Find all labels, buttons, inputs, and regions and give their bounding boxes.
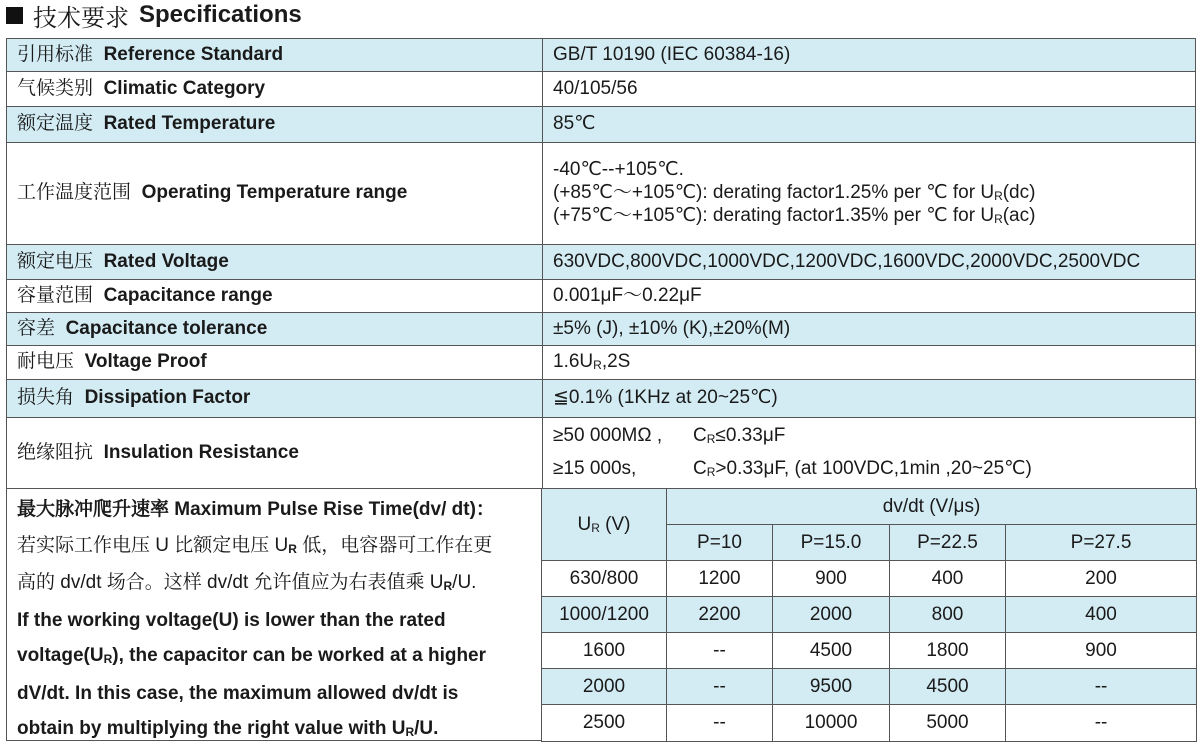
spec-label: 绝缘阻抗 Insulation Resistance bbox=[7, 418, 543, 489]
dvdt-cell: -- bbox=[1006, 705, 1197, 742]
dvdt-cell: -- bbox=[667, 705, 773, 742]
dvdt-cell: 400 bbox=[890, 561, 1006, 597]
dvdt-cell: 5000 bbox=[890, 705, 1006, 742]
spec-value: ≦0.1% (1KHz at 20~25℃) bbox=[543, 380, 1196, 418]
section-heading bbox=[6, 0, 302, 30]
dvdt-header: dv/dt (V/μs) bbox=[667, 489, 1197, 525]
ur-cell: 2000 bbox=[542, 669, 667, 705]
dvdt-cell: 4500 bbox=[890, 669, 1006, 705]
spec-row-capacitance-tolerance bbox=[7, 313, 1196, 346]
dvdt-cell: 900 bbox=[1006, 633, 1197, 669]
spec-row-rated-voltage bbox=[7, 245, 1196, 280]
spec-row-capacitance-range bbox=[7, 280, 1196, 313]
dvdt-cell: 4500 bbox=[773, 633, 890, 669]
p-header: P=15.0 bbox=[773, 525, 890, 561]
spec-value: 85℃ bbox=[543, 107, 1196, 143]
dvdt-cell: 900 bbox=[773, 561, 890, 597]
spec-table bbox=[6, 38, 1196, 489]
p-header: P=10 bbox=[667, 525, 773, 561]
spec-label: 损失角 Dissipation Factor bbox=[7, 380, 543, 418]
spec-row-insulation-resistance bbox=[7, 418, 1196, 489]
pulse-rise-time-description: 最大脉冲爬升速率 Maximum Pulse Rise Time(dv/ dt)： 若实际工作电压 U 比额定电压 $U_R$ 低，电容器可工作在更 高的 dv/dt 场合。这样 dv/dt 允许值应为右表值乘 $U_R/U$. If the working voltage(U) is lower than the rated $voltage(U_R)$, the capacitor can be worked at a higher dV/dt. In this case, the maximum allowed dv/dt is obtain by multiplying the right value with $U_R/U$. bbox=[6, 488, 542, 741]
spec-value: -40℃--+105℃. (+85℃～+105℃): derating factor1.25% per ℃ for $U_R(dc)$ (+75℃～+105℃): derating factor1.35% per ℃ for $U_R(ac)$ bbox=[543, 143, 1196, 245]
spec-label: 引用标准 Reference Standard bbox=[7, 39, 543, 72]
spec-row-climatic-category bbox=[7, 72, 1196, 107]
spec-row-reference-standard bbox=[7, 39, 1196, 72]
table-row bbox=[542, 561, 1197, 597]
spec-row-operating-temperature bbox=[7, 143, 1196, 245]
spec-row-voltage-proof bbox=[7, 346, 1196, 380]
spec-value: $1.6U_R,2S$ bbox=[543, 346, 1196, 380]
p-header: P=27.5 bbox=[1006, 525, 1197, 561]
p-header: P=22.5 bbox=[890, 525, 1006, 561]
spec-value: GB/T 10190 (IEC 60384-16) bbox=[543, 39, 1196, 72]
square-bullet-icon bbox=[6, 7, 23, 24]
spec-label: 工作温度范围 Operating Temperature range bbox=[7, 143, 543, 245]
dvdt-cell: 1800 bbox=[890, 633, 1006, 669]
dvdt-cell: 800 bbox=[890, 597, 1006, 633]
dvdt-cell: 2000 bbox=[773, 597, 890, 633]
ur-cell: 630/800 bbox=[542, 561, 667, 597]
dvdt-cell: 200 bbox=[1006, 561, 1197, 597]
dvdt-header-row bbox=[542, 489, 1197, 525]
dvdt-cell: 2200 bbox=[667, 597, 773, 633]
table-row bbox=[542, 597, 1197, 633]
spec-value: 0.001μF～0.22μF bbox=[543, 280, 1196, 313]
spec-label: 额定电压 Rated Voltage bbox=[7, 245, 543, 280]
spec-label: 容差 Capacitance tolerance bbox=[7, 313, 543, 346]
spec-value: ±5% (J), ±10% (K),±20%(M) bbox=[543, 313, 1196, 346]
heading-cn: 技术要求 bbox=[33, 4, 129, 32]
ur-cell: 1600 bbox=[542, 633, 667, 669]
dvdt-cell: 10000 bbox=[773, 705, 890, 742]
spec-row-dissipation-factor bbox=[7, 380, 1196, 418]
dvdt-table bbox=[541, 488, 1197, 742]
dvdt-cell: 400 bbox=[1006, 597, 1197, 633]
ur-cell: 2500 bbox=[542, 705, 667, 742]
table-row bbox=[542, 669, 1197, 705]
spec-label: 耐电压 Voltage Proof bbox=[7, 346, 543, 380]
table-row bbox=[542, 705, 1197, 742]
spec-value: 630VDC,800VDC,1000VDC,1200VDC,1600VDC,2000VDC,2500VDC bbox=[543, 245, 1196, 280]
spec-value: ≥50 000MΩ , $C_R\le 0.33\mu F$ ≥15 000s, $C_R>0.33\mu F$, (at 100VDC,1min ,20~25℃) bbox=[543, 418, 1196, 489]
dvdt-cell: -- bbox=[1006, 669, 1197, 705]
ur-cell: 1000/1200 bbox=[542, 597, 667, 633]
table-row bbox=[542, 633, 1197, 669]
dvdt-cell: -- bbox=[667, 633, 773, 669]
dvdt-cell: -- bbox=[667, 669, 773, 705]
spec-row-rated-temperature bbox=[7, 107, 1196, 143]
spec-value: 40/105/56 bbox=[543, 72, 1196, 107]
dvdt-cell: 9500 bbox=[773, 669, 890, 705]
dvdt-cell: 1200 bbox=[667, 561, 773, 597]
spec-label: 容量范围 Capacitance range bbox=[7, 280, 543, 313]
ur-header: $U_R$ (V) bbox=[542, 489, 667, 561]
heading-en: Specifications bbox=[139, 1, 302, 28]
spec-label: 气候类别 Climatic Category bbox=[7, 72, 543, 107]
spec-label: 额定温度 Rated Temperature bbox=[7, 107, 543, 143]
